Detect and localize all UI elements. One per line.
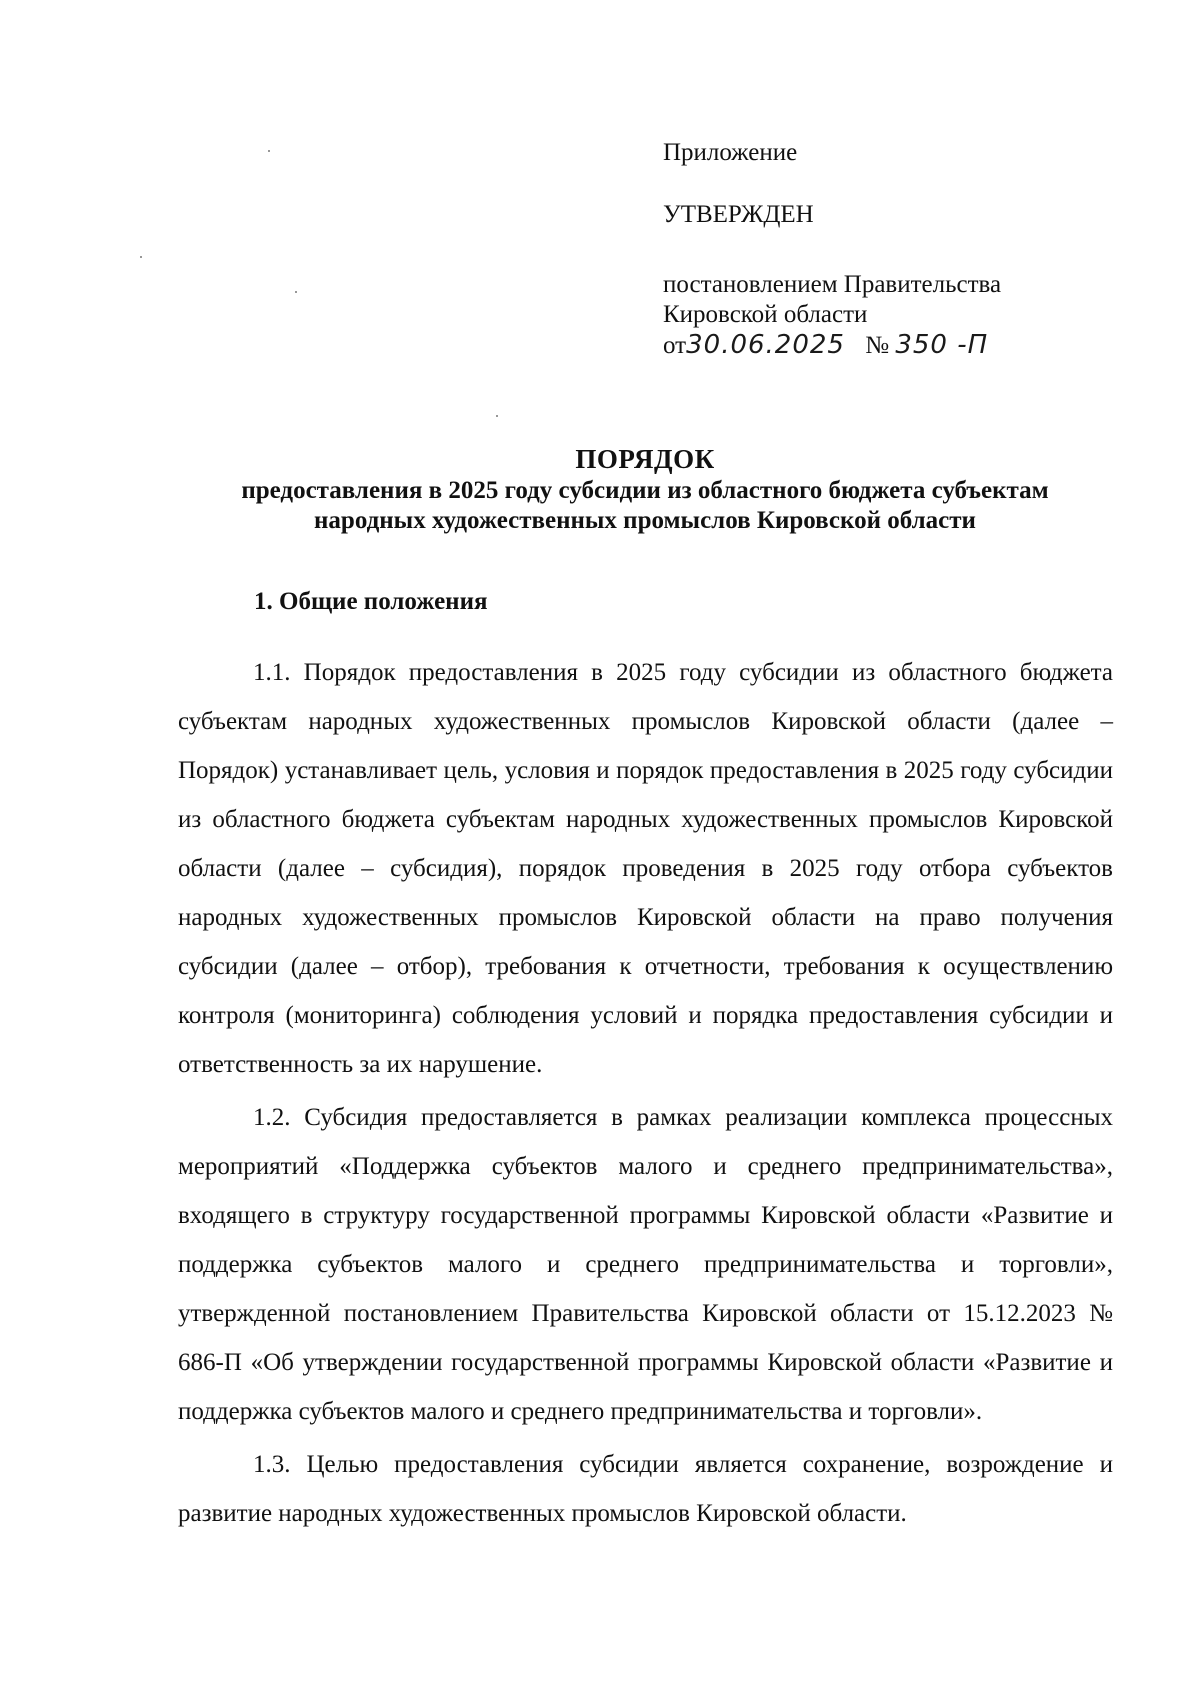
section-heading: 1. Общие положения: [254, 588, 488, 615]
document-title-block: [150, 444, 1140, 536]
decree-line-1: постановлением Правительства: [663, 271, 1002, 298]
paragraph-1-1: 1.1. Порядок предоставления в 2025 году субсидии из областного бюджета субъектам народных художественных промыслов Кировской области (далее – Порядок) устанавливает цель, условия и порядок предоставления в 2025 году субсидии из областного бюджета субъектам народных художественных промыслов Кировской области (далее – субсидия), порядок проведения в 2025 году отбора субъектов народных художественных промыслов Кировской области на право получения субсидии (далее – отбор), требования к отчетности, требования к осуществлению контроля (мониторинга) соблюдения условий и порядка предоставления субсидии и ответственность за их нарушение.: [178, 659, 1113, 1078]
decree-number: 350 -П: [895, 330, 989, 360]
scan-speck: [295, 291, 297, 293]
number-sign: №: [865, 332, 890, 359]
scan-speck: [496, 415, 498, 417]
decree-line-2: Кировской области: [663, 301, 868, 328]
paragraph-1-3: 1.3. Целью предоставления субсидии является сохранение, возрождение и развитие народных художественных промыслов Кировской области.: [178, 1451, 1113, 1527]
document-subtitle-line-2: народных художественных промыслов Кировской области: [314, 507, 976, 534]
document-title: ПОРЯДОК: [575, 444, 715, 474]
section-body: [178, 648, 1113, 1542]
paragraph-1-2: 1.2. Субсидия предоставляется в рамках реализации комплекса процессных мероприятий «Поддержка субъектов малого и среднего предпринимательства», входящего в структуру государственной программы Кировской области «Развитие и поддержка субъектов малого и среднего предпринимательства и торговли», утвержденной постановлением Правительства Кировской области от 15.12.2023 № 686-П «Об утверждении государственной программы Кировской области «Развитие и поддержка субъектов малого и среднего предпринимательства и торговли».: [178, 1104, 1113, 1425]
decree-date-line: [663, 330, 1143, 360]
document-subtitle-line-1: предоставления в 2025 году субсидии из областного бюджета субъектам: [241, 477, 1049, 504]
date-prefix: от: [663, 332, 687, 359]
approval-block: [663, 138, 1143, 360]
scan-speck: [268, 150, 270, 152]
decree-date: 30.06.2025: [686, 330, 845, 360]
scan-speck: [140, 256, 142, 258]
attachment-label: Приложение: [663, 139, 798, 166]
approved-label: УТВЕРЖДЕН: [663, 201, 814, 228]
